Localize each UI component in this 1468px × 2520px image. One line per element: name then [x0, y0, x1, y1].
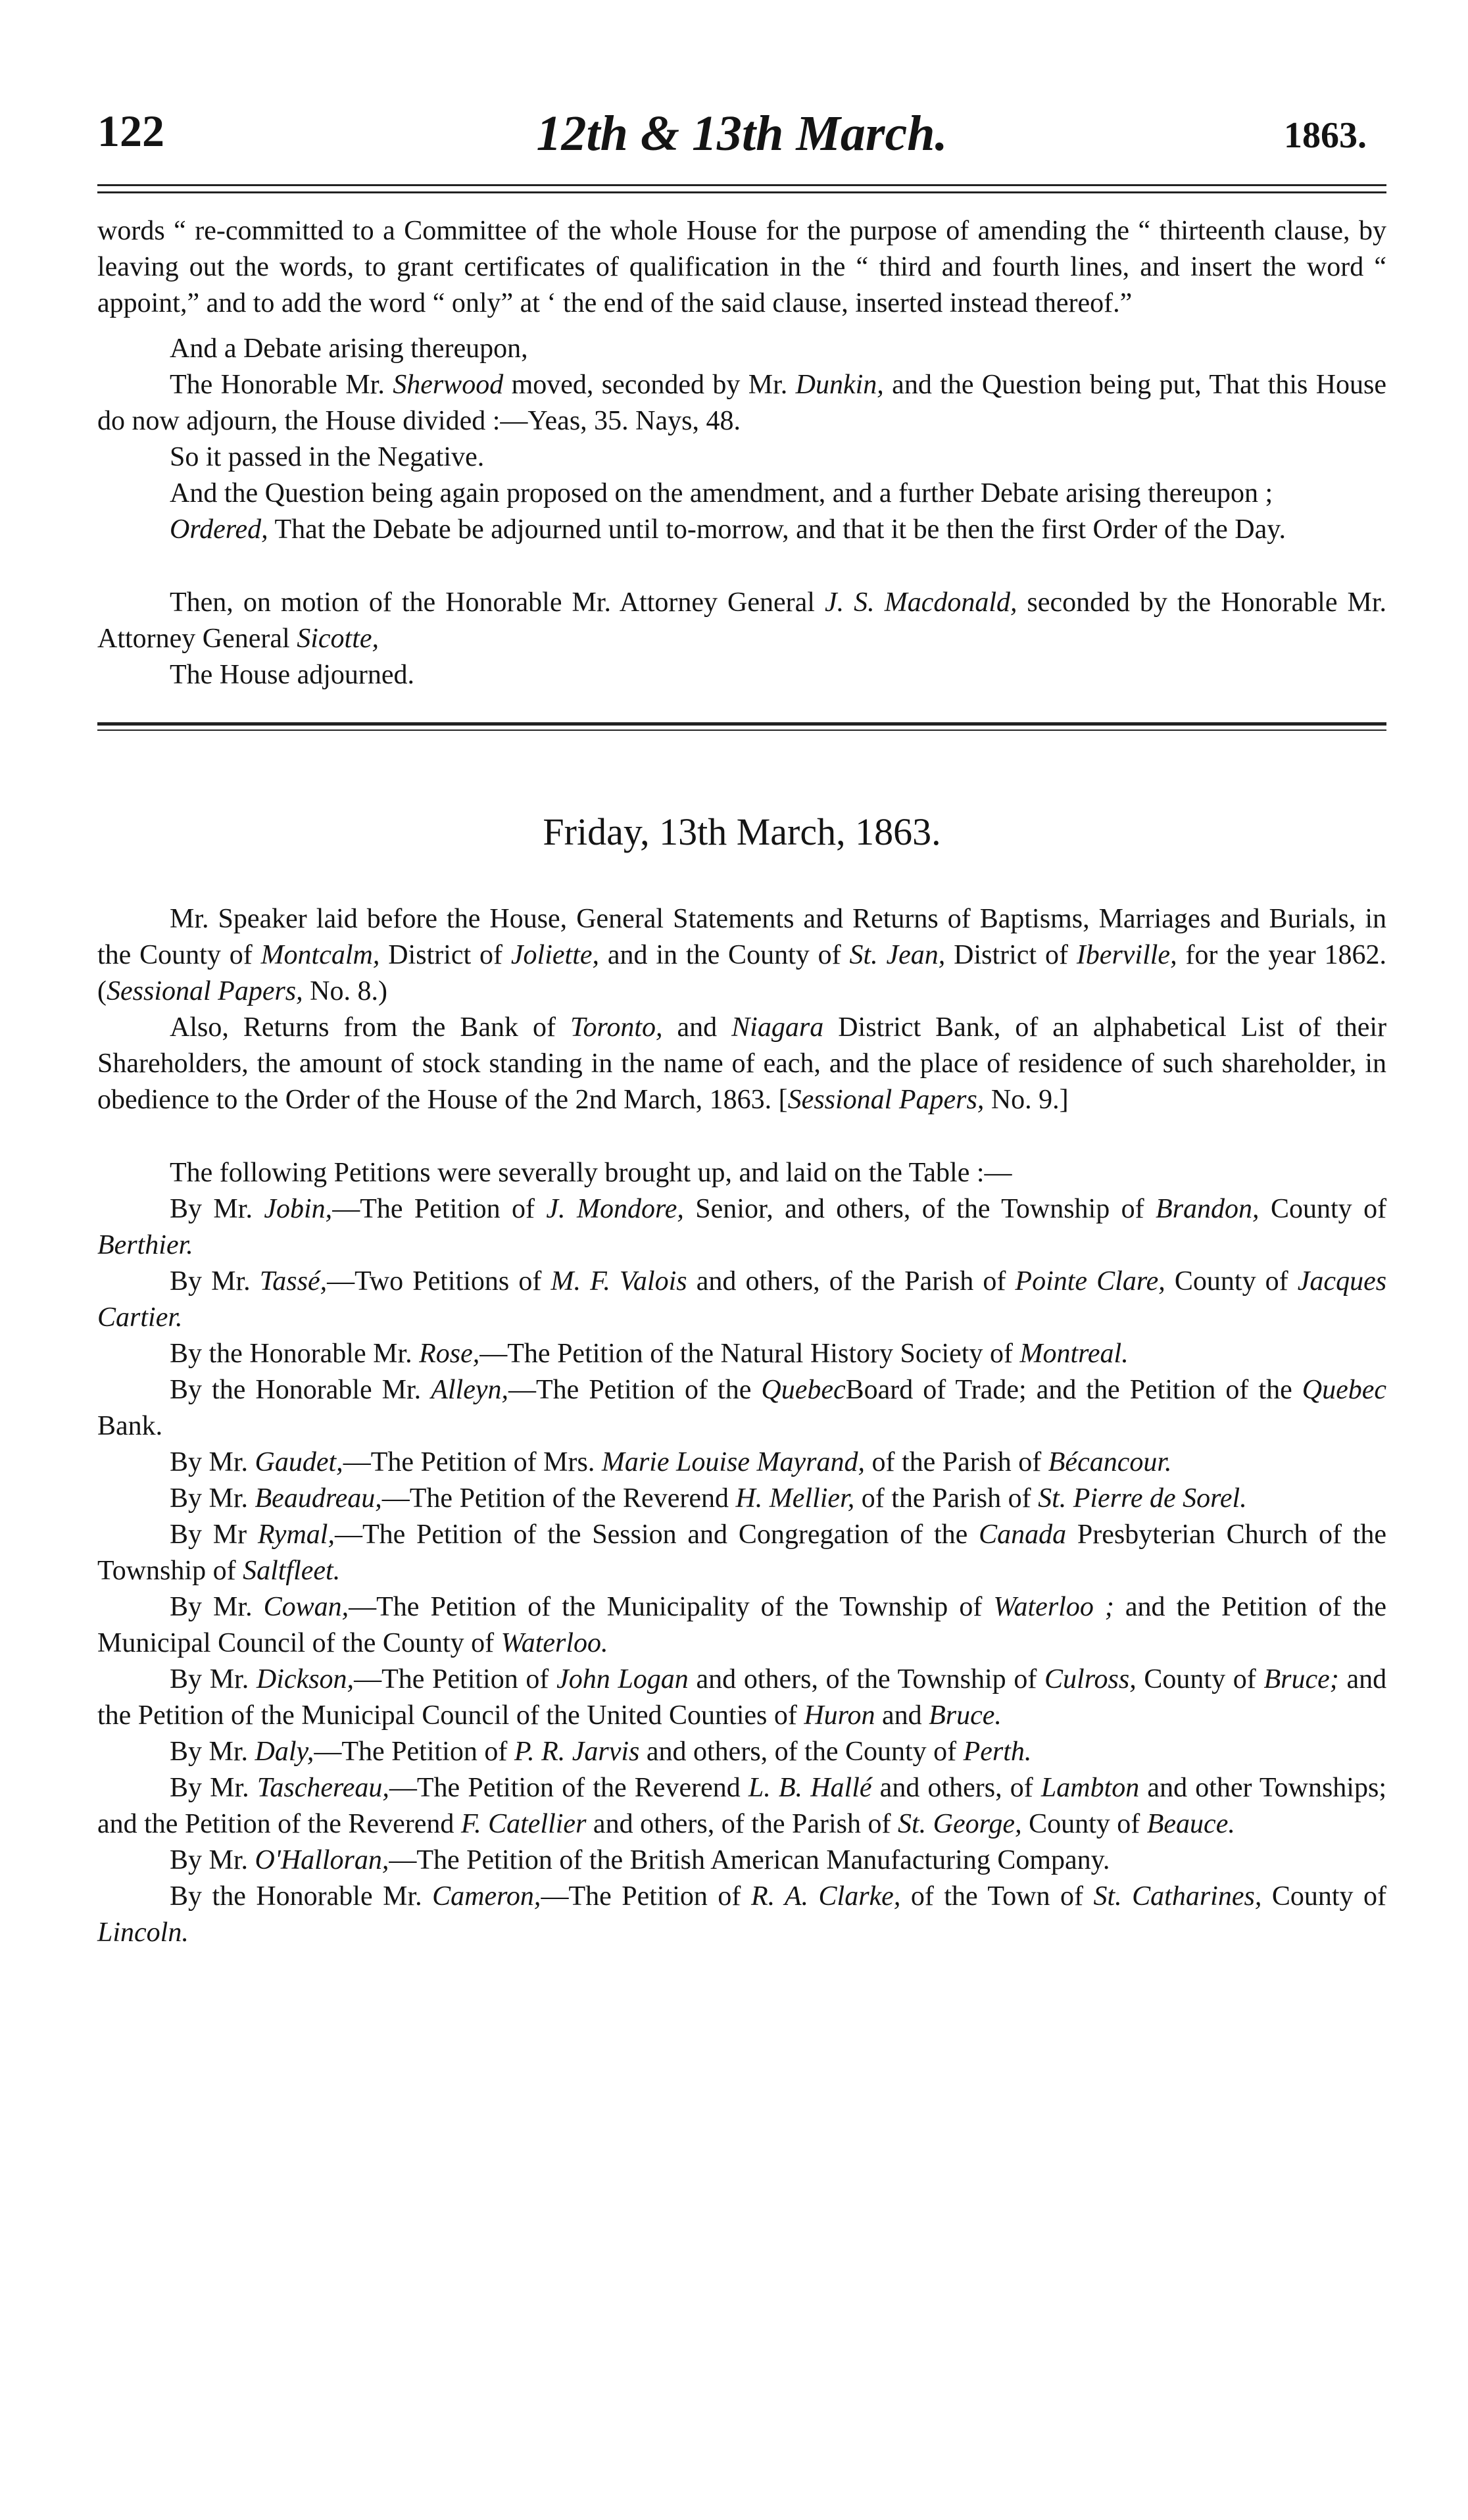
text-run: By the Honorable Mr. — [170, 1339, 412, 1369]
text-run: and in the County of — [607, 940, 841, 970]
header-year: 1863. — [1284, 115, 1367, 156]
italic-text: Jacques Cartier. — [97, 1266, 1387, 1333]
text-run: and other Townships; and the Petition of the Reverend — [97, 1773, 1386, 1839]
italic-text: P. R. Jarvis — [514, 1737, 640, 1767]
text-run: Presbyterian Church of the Township of — [97, 1519, 1387, 1586]
italic-text: Rose, — [419, 1339, 480, 1369]
petition-list — [97, 1191, 1386, 1951]
text-run: County of — [1270, 1194, 1387, 1224]
italic-text: Marie Louise Mayrand, — [601, 1447, 865, 1477]
italic-text: Cowan, — [263, 1592, 349, 1622]
italic-text: Waterloo ; — [993, 1592, 1114, 1622]
italic-text: St. Jean, — [849, 940, 946, 970]
italic-text: Bruce; — [1263, 1664, 1339, 1694]
text-run: and — [677, 1012, 718, 1043]
italic-text: Taschereau, — [257, 1773, 389, 1803]
italic-text: Alleyn, — [431, 1375, 508, 1405]
text-run: By Mr — [170, 1519, 247, 1550]
header-rule — [97, 184, 1386, 193]
italic-text: Ordered, — [170, 514, 268, 545]
text-run: Bank. — [97, 1411, 163, 1441]
italic-text: Beaudreau, — [255, 1483, 382, 1514]
italic-text: St. Pierre de Sorel. — [1038, 1483, 1247, 1514]
text-run: and others, of the County of — [646, 1737, 957, 1767]
text-run: Board of Trade; and the Petition of the — [845, 1375, 1292, 1405]
page-number: 122 — [97, 106, 164, 156]
italic-text: J. Mondore, — [546, 1194, 684, 1224]
italic-text: Iberville, — [1076, 940, 1177, 970]
text-run: for the year 1862. ( — [97, 940, 1387, 1006]
text-run: By Mr. — [170, 1483, 249, 1514]
text-run: and the Question being put, That this House do now adjourn, the House divided :—Yeas, 35. Nays, 48. — [97, 370, 1387, 436]
italic-text: Montcalm, — [260, 940, 380, 970]
italic-text: Quebec — [761, 1375, 846, 1405]
italic-text: J. S. Macdonald, — [825, 587, 1017, 618]
italic-text: F. Catellier — [460, 1809, 587, 1839]
text-run: —The Petition of the British American Manufacturing Company. — [389, 1845, 1110, 1875]
text-run: —The Petition of the — [508, 1375, 752, 1405]
mover-name: Sherwood — [393, 370, 504, 400]
italic-text: Dickson, — [256, 1664, 355, 1694]
italic-text: Jobin, — [264, 1194, 333, 1224]
text-run: County of — [1144, 1664, 1256, 1694]
petitions-intro: The following Petitions were severally brought up, and laid on the Table :— — [170, 1158, 1012, 1188]
text-run: By Mr. — [170, 1266, 251, 1297]
text-run: —The Petition of the Reverend — [381, 1483, 729, 1514]
text-run: County of — [1174, 1266, 1288, 1297]
list-item — [97, 1770, 1386, 1842]
italic-text: Waterloo. — [501, 1628, 608, 1658]
text-run: By the Honorable Mr. — [170, 1375, 422, 1405]
speaker-statement — [97, 901, 1386, 1010]
list-item — [97, 1336, 1386, 1372]
list-item — [97, 1445, 1386, 1481]
text-run: —The Petition of the Municipality of the Township of — [349, 1592, 983, 1622]
text-run: —The Petition of the Natural History Society of — [479, 1339, 1013, 1369]
text-run: By Mr. — [170, 1737, 249, 1767]
italic-text: Bécancour. — [1048, 1447, 1172, 1477]
text-run: County of — [1029, 1809, 1140, 1839]
text-run: District of — [954, 940, 1068, 970]
text-run: —The Petition of the Session and Congregation of the — [334, 1519, 968, 1550]
amendment-text: words “ re-committed to a Committee of the whole House for the purpose of amending the “ thirteenth clause, by leaving out the words, to grant certificates of qualification in the “ third and fourth lines, and insert the word “ appoint,” and to add the word “ only” at ‘ the end of the said clause, inserted instead thereof.” — [97, 216, 1386, 318]
italic-text: Joliette, — [510, 940, 600, 970]
italic-text: Montreal. — [1019, 1339, 1129, 1369]
italic-text: H. Mellier, — [735, 1483, 855, 1514]
italic-text: Perth. — [963, 1737, 1032, 1767]
italic-text: Berthier. — [97, 1230, 193, 1260]
list-item — [97, 1662, 1386, 1734]
house-adjourned: The House adjourned. — [170, 660, 415, 690]
italic-text: R. A. Clarke, — [750, 1881, 901, 1912]
italic-text: Culross, — [1044, 1664, 1137, 1694]
running-header — [97, 105, 1386, 184]
text-run: and the Petition of the Municipal Council of the United Counties of — [97, 1664, 1387, 1731]
italic-text: Niagara — [731, 1012, 824, 1043]
seconder-name: Dunkin, — [795, 370, 884, 400]
text-run: The Honorable Mr. — [170, 370, 385, 400]
italic-text: Lambton — [1040, 1773, 1140, 1803]
text-run: County of — [1271, 1881, 1387, 1912]
italic-text: Toronto, — [570, 1012, 663, 1043]
italic-text: Cameron, — [432, 1881, 541, 1912]
text-run: Mr. Speaker laid before the House, General Statements and Returns of Baptisms, Marriages and Burials, in the County of — [97, 904, 1386, 970]
italic-text: Gaudet, — [255, 1447, 343, 1477]
italic-text: Brandon, — [1156, 1194, 1260, 1224]
text-run: Then, on motion of the Honorable Mr. Attorney General — [170, 587, 815, 618]
list-item — [97, 1734, 1386, 1770]
text-run: —The Petition of — [354, 1664, 549, 1694]
page-title: 12th & 13th March. — [536, 106, 948, 161]
list-item — [97, 1264, 1386, 1336]
italic-text: Quebec — [1302, 1375, 1387, 1405]
list-item — [97, 1372, 1386, 1445]
adjourn-motion — [97, 585, 1386, 657]
text-run: Senior, and others, of the Township of — [695, 1194, 1144, 1224]
italic-text: Lincoln. — [97, 1917, 189, 1948]
italic-text: St. Catharines, — [1093, 1881, 1262, 1912]
italic-text: Huron — [804, 1700, 875, 1731]
italic-text: Canada — [979, 1519, 1067, 1550]
text-run: That the Debate be adjourned until to-morrow, and that it be then the first Order of the Day. — [274, 514, 1286, 545]
list-item — [97, 1842, 1386, 1879]
italic-text: Sessional Papers, — [787, 1085, 985, 1115]
text-run: Also, Returns from the Bank of — [170, 1012, 556, 1043]
debate-arising: And a Debate arising thereupon, — [170, 334, 528, 364]
text-run: —The Petition of Mrs. — [343, 1447, 595, 1477]
list-item — [97, 1481, 1386, 1517]
text-run: of the Town of — [910, 1881, 1083, 1912]
negative-result: So it passed in the Negative. — [170, 442, 485, 472]
text-run: By the Honorable Mr. — [170, 1881, 422, 1912]
text-run: and others, of the Parish of — [593, 1809, 891, 1839]
page — [97, 105, 1386, 1951]
italic-text: Sicotte, — [297, 624, 379, 654]
italic-text: Pointe Clare, — [1015, 1266, 1165, 1297]
date-heading: Friday, 13th March, 1863. — [543, 810, 941, 853]
section-rule — [97, 722, 1386, 731]
text-run: —The Petition of — [332, 1194, 535, 1224]
text-run: By Mr. — [170, 1194, 253, 1224]
ordered — [97, 512, 1386, 548]
text-run: No. 8.) — [310, 976, 387, 1006]
text-run: —Two Petitions of — [327, 1266, 542, 1297]
bank-returns — [97, 1010, 1386, 1118]
italic-text: Rymal, — [257, 1519, 335, 1550]
list-item — [97, 1191, 1386, 1264]
italic-text: M. F. Valois — [550, 1266, 687, 1297]
italic-text: Bruce. — [929, 1700, 1002, 1731]
text-run: and others, of — [879, 1773, 1033, 1803]
text-run: —The Petition of — [541, 1881, 741, 1912]
text-run: of the Parish of — [871, 1447, 1042, 1477]
italic-text: Beauce. — [1146, 1809, 1235, 1839]
text-run: No. 9.] — [991, 1085, 1069, 1115]
adjourn-division — [97, 367, 1386, 439]
text-run: By Mr. — [170, 1447, 249, 1477]
list-item — [97, 1517, 1386, 1589]
text-run: of the Parish of — [861, 1483, 1031, 1514]
italic-text: John Logan — [556, 1664, 689, 1694]
italic-text: O'Halloran, — [255, 1845, 389, 1875]
text-run: —The Petition of — [314, 1737, 508, 1767]
text-run: By Mr. — [170, 1592, 253, 1622]
text-run: By Mr. — [170, 1773, 249, 1803]
italic-text: Saltfleet. — [243, 1556, 341, 1586]
text-run: District of — [388, 940, 503, 970]
italic-text: Tassé, — [259, 1266, 328, 1297]
text-run: By Mr. — [170, 1664, 249, 1694]
text-run: and the Petition of the Municipal Council of the County of — [97, 1592, 1386, 1658]
text-run: seconded by the Honorable Mr. Attorney General — [97, 587, 1387, 654]
italic-text: St. George, — [898, 1809, 1022, 1839]
text-run: By Mr. — [170, 1845, 249, 1875]
list-item — [97, 1589, 1386, 1662]
further-debate: And the Question being again proposed on the amendment, and a further Debate arising thereupon ; — [170, 478, 1273, 508]
italic-text: Daly, — [255, 1737, 314, 1767]
list-item — [97, 1879, 1386, 1951]
text-run: District Bank, of an alphabetical List of their Shareholders, the amount of stock standing in the name of each, and the place of residence of such shareholder, in obedience to the Order of the House of the 2nd March, 1863. [ — [97, 1012, 1387, 1115]
italic-text: Sessional Papers, — [107, 976, 303, 1006]
text-run: and others, of the Parish of — [696, 1266, 1006, 1297]
text-run: and others, of the Township of — [696, 1664, 1037, 1694]
text-run: moved, seconded by Mr. — [511, 370, 788, 400]
text-run: —The Petition of the Reverend — [389, 1773, 741, 1803]
italic-text: L. B. Hallé — [748, 1773, 872, 1803]
text-run: and — [881, 1700, 922, 1731]
